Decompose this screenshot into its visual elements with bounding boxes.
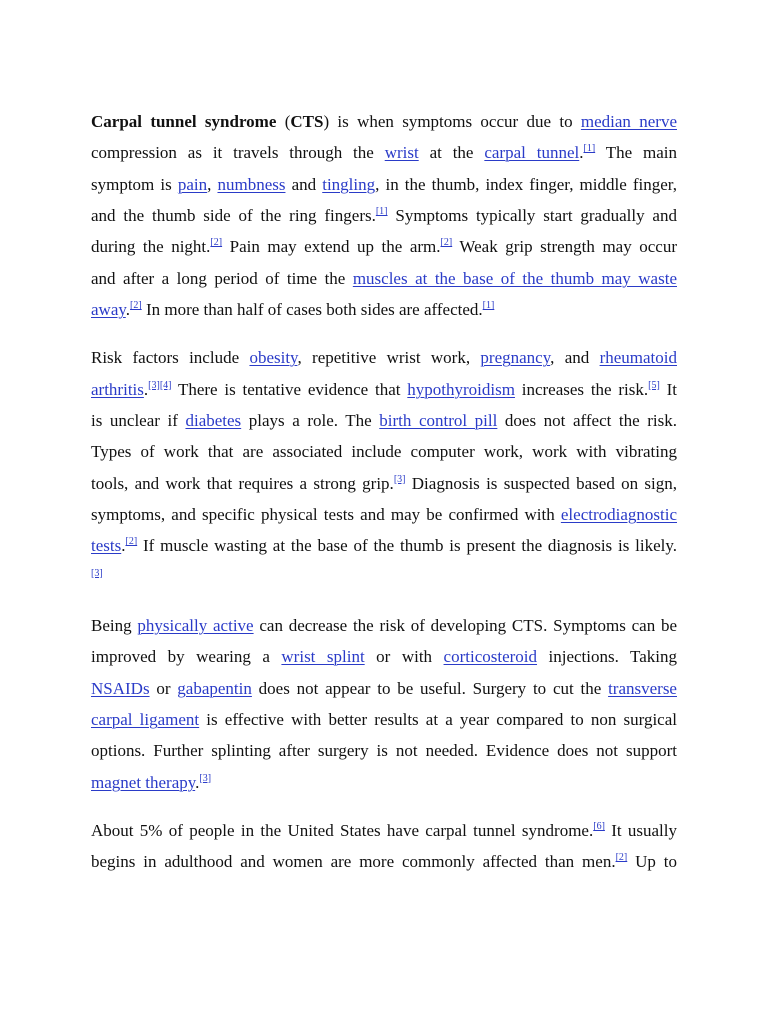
text-run: plays a role. The <box>241 410 380 430</box>
text-line <box>91 530 677 561</box>
text-run: , and <box>550 348 600 368</box>
link-muscle-wasting[interactable]: away <box>91 299 126 319</box>
term-bold: Carpal tunnel syndrome <box>91 112 277 131</box>
link-gabapentin[interactable]: gabapentin <box>177 678 252 698</box>
text-run: In more than half of cases both sides are affected. <box>141 299 483 319</box>
text-run: or <box>149 678 178 698</box>
link-birth-control-pill[interactable]: birth control pill <box>379 410 498 430</box>
citation-link[interactable]: [4] <box>159 379 172 391</box>
text-line <box>91 815 677 846</box>
text-run: If muscle wasting at the base of the thumb is present the diagnosis is likely. <box>137 536 677 556</box>
text-run: injections. Taking <box>537 647 677 667</box>
text-run: Symptoms typically start gradually and <box>387 205 677 225</box>
text-line <box>91 673 677 704</box>
link-obesity[interactable]: obesity <box>249 348 298 368</box>
text-run: Risk factors include <box>91 348 250 368</box>
text-run: options. Further splinting after surgery is not needed. Evidence does not support <box>91 741 677 761</box>
text-run: Diagnosis is suspected based on sign, <box>405 473 677 493</box>
link-electrodiagnostic-tests[interactable]: tests <box>91 536 122 556</box>
text-line <box>91 499 677 530</box>
text-run: and the thumb side of the ring fingers. <box>91 205 376 225</box>
text-run: can decrease the risk of developing CTS. Symptoms can be <box>253 615 677 635</box>
citation-link[interactable]: [6] <box>593 820 605 832</box>
link-hypothyroidism[interactable]: hypothyroidism <box>407 379 515 399</box>
link-magnet-therapy[interactable]: magnet therapy <box>91 772 196 792</box>
paragraph <box>91 106 677 325</box>
link-muscle-wasting[interactable]: muscles at the base of the thumb may waste <box>352 268 677 288</box>
paragraph <box>91 610 677 798</box>
text-run: . <box>121 536 126 556</box>
text-run: . <box>143 379 149 399</box>
text-run: , repetitive wrist work, <box>297 348 481 368</box>
text-run: . <box>579 143 584 163</box>
paragraph <box>91 342 677 593</box>
text-run: and <box>285 174 323 194</box>
citation-link[interactable]: [3] <box>393 473 406 485</box>
link-electrodiagnostic-tests[interactable]: electrodiagnostic <box>560 504 677 524</box>
citation-link[interactable]: [1] <box>583 143 596 155</box>
text-line <box>91 704 677 735</box>
text-line <box>91 562 677 593</box>
text-line <box>91 200 677 231</box>
text-run: tools, and work that requires a strong grip. <box>91 473 394 493</box>
citation-link[interactable]: [1] <box>482 299 495 311</box>
text-line <box>91 610 677 641</box>
text-line <box>91 767 677 798</box>
link-corticosteroid[interactable]: corticosteroid <box>443 647 538 667</box>
text-run: during the night. <box>91 237 211 257</box>
text-line <box>91 137 677 168</box>
text-run: does not appear to be useful. Surgery to cut the <box>251 678 609 698</box>
document-page <box>91 106 677 895</box>
text-line <box>91 342 677 373</box>
text-run: Up to <box>627 852 678 872</box>
text-run: ) is when symptoms occur due to <box>323 112 581 131</box>
text-run: is effective with better results at a year compared to non surgical <box>199 709 677 729</box>
link-tingling[interactable]: tingling <box>322 174 376 194</box>
text-run: Weak grip strength may occur <box>452 237 677 257</box>
link-pain[interactable]: pain <box>177 174 208 194</box>
link-diabetes[interactable]: diabetes <box>185 410 242 430</box>
text-line <box>91 405 677 436</box>
text-run: . <box>125 299 131 319</box>
paragraph <box>91 815 677 878</box>
text-line <box>91 735 677 766</box>
text-line <box>91 374 677 405</box>
text-run: begins in adulthood and women are more commonly affected than men. <box>91 852 616 872</box>
link-wrist[interactable]: wrist <box>384 143 419 163</box>
text-run: Pain may extend up the arm. <box>222 237 441 257</box>
link-wrist-splint[interactable]: wrist splint <box>281 647 365 667</box>
text-line <box>91 106 677 137</box>
text-run: The main <box>595 143 677 163</box>
link-rheumatoid-arthritis[interactable]: rheumatoid <box>599 348 677 368</box>
link-rheumatoid-arthritis[interactable]: arthritis <box>91 379 144 399</box>
text-run: It usually <box>604 820 678 840</box>
text-run: ( <box>276 112 291 131</box>
citation-link[interactable]: [2] <box>125 536 138 548</box>
text-run: and after a long period of time the <box>91 268 353 288</box>
text-run: There is tentative evidence that <box>171 379 408 399</box>
citation-link[interactable]: [2] <box>210 237 223 249</box>
text-line <box>91 436 677 467</box>
text-line <box>91 468 677 499</box>
link-median-nerve[interactable]: median nerve <box>580 112 677 131</box>
text-run: does not affect the risk. <box>497 410 678 430</box>
citation-link[interactable]: [1] <box>375 205 388 217</box>
text-run: symptoms, and specific physical tests and may be confirmed with <box>91 504 561 524</box>
text-run: compression as it travels through the <box>91 143 385 163</box>
text-run: , in the thumb, index finger, middle finger, <box>375 174 678 194</box>
text-run: or with <box>364 647 444 667</box>
text-run: About 5% of people in the United States have carpal tunnel syndrome. <box>91 820 594 840</box>
link-numbness[interactable]: numbness <box>217 174 286 194</box>
citation-link[interactable]: [3] <box>148 379 160 391</box>
link-transverse-carpal-ligament[interactable]: transverse <box>608 678 677 698</box>
citation-link[interactable]: [3] <box>199 772 212 784</box>
text-run: It <box>659 379 677 399</box>
link-pregnancy[interactable]: pregnancy <box>480 348 551 368</box>
citation-link[interactable]: [3] <box>91 567 103 579</box>
text-line <box>91 231 677 262</box>
citation-link[interactable]: [5] <box>648 379 660 391</box>
term-bold: CTS <box>290 112 324 131</box>
citation-link[interactable]: [2] <box>440 237 453 249</box>
text-line <box>91 169 677 200</box>
citation-link[interactable]: [2] <box>130 299 142 311</box>
text-line <box>91 294 677 325</box>
text-run: at the <box>418 143 485 163</box>
text-run: symptom is <box>91 174 178 194</box>
text-run: improved by wearing a <box>91 647 282 667</box>
text-run: Being <box>91 615 138 635</box>
text-run: . <box>195 772 200 792</box>
link-carpal-tunnel[interactable]: carpal tunnel <box>484 143 580 163</box>
text-run: increases the risk. <box>514 379 649 399</box>
link-nsaids[interactable]: NSAIDs <box>91 678 150 698</box>
text-run: , <box>207 174 218 194</box>
text-run: is unclear if <box>91 410 186 430</box>
link-transverse-carpal-ligament[interactable]: carpal ligament <box>91 709 200 729</box>
citation-link[interactable]: [2] <box>615 852 628 864</box>
text-line <box>91 641 677 672</box>
text-line <box>91 846 677 877</box>
link-physically-active[interactable]: physically active <box>137 615 254 635</box>
text-line <box>91 263 677 294</box>
text-run: Types of work that are associated include computer work, work with vibrating <box>91 442 677 462</box>
